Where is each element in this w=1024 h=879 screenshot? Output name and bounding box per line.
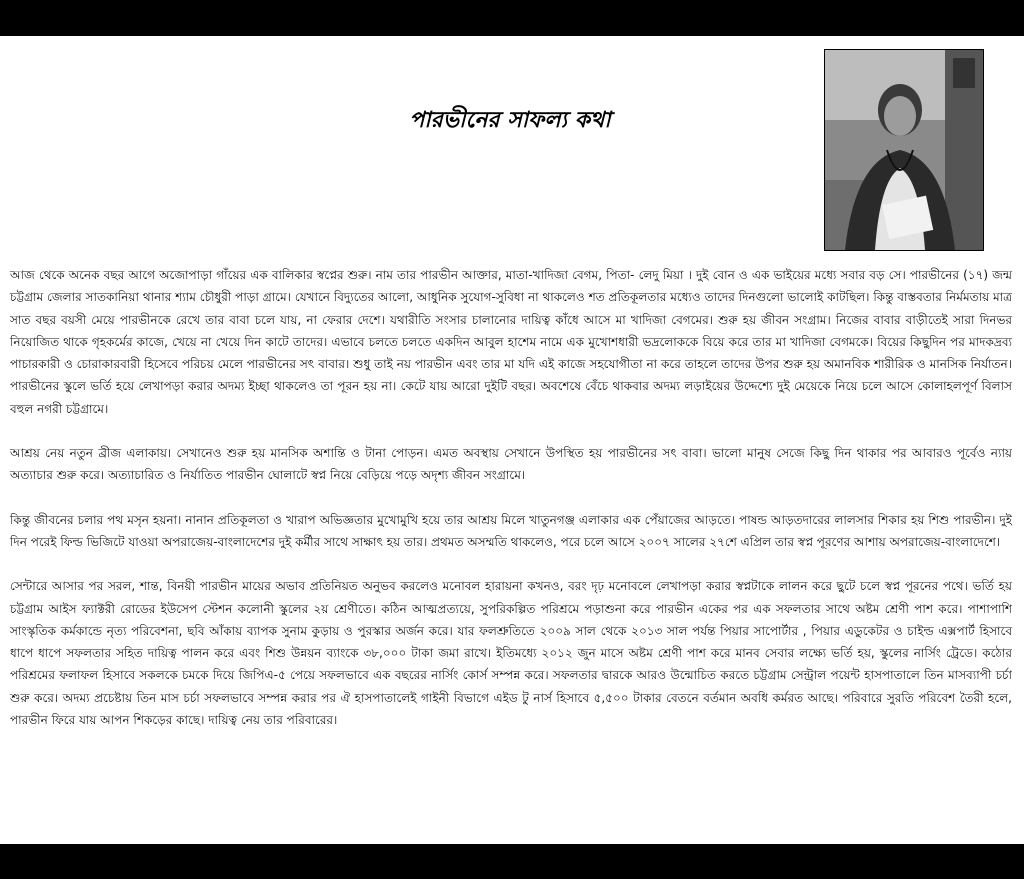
portrait-photo — [824, 49, 984, 251]
paragraph-1: আজ থেকে অনেক বছর আগে অজোপাড়া গাঁয়ের এক বালিকার স্বপ্নের শুরু। নাম তার পারভীন আক্তার, মাতা-খাদিজা বেগম, পিতা- লেদু মিয়া । দুই বোন ও এক ভাইয়ের মধ্যে সবার বড় সে। পারভীনের (১৭) জন্ম চট্টগ্রাম জেলার সাতকানিয়া থানার শ্যাম চৌধুরী পাড়া গ্রামে। যেখানে বিদ্যুতের আলো, আধুনিক সুযোগ-সুবিধা না থাকলেও শত প্রতিকূলতার মধ্যেও তাদের দিনগুলো ভালোই কাটছিল। কিন্তু বাস্তবতার নির্মমতায় মাত্র সাত বছর বয়সী মেয়ে পারভীনকে রেখে তার বাবা চলে যায়, না ফেরার দেশে। যথারীতি সংসার চালানোর দায়িত্ব কাঁধে আসে মা খাদিজা বেগমের। শুরু হয় জীবন সংগ্রাম। নিজের বাবার বাড়ীতেই সারা দিনভর নিয়োজিত থাকে গৃহকর্মের কাজে, খেয়ে না খেয়ে দিন কাটে তাদের। এভাবে চলতে চলতে একদিন আবুল হাশেম নামে এক মুখোশধারী ভদ্রলোককে বিয়ে করে তার মা খাদিজা বেগমকে। বিয়ের কিছুদিন পর মাদকদ্রব্য পাচারকারী ও চোরাকারবারী হিসেবে পরিচয় মেলে পারভীনের সৎ বাবার। শুধু তাই নয় পারভীন এবং তার মা যদি এই কাজে সহযোগীতা না করে তাহলে তাদের উপর শুরু হয় অমানবিক শারীরিক ও মানসিক নির্যাতন। পারভীনের স্কুলে ভর্তি হয়ে লেখাপড়া করার অদম্য ইচ্ছা থাকলেও তা পূরন হয় না। কেটে যায় আরো দুইটি বছর। অবশেষে বেঁচে থাকবার অদম্য লড়াইয়ের উদ্দেশ্যে দুই মেয়েকে নিয়ে চলে আসে কোলাহলপূর্ণ বিলাস বহুল নগরী চট্টগ্রামে। — [10, 268, 1012, 416]
paragraph-3: কিন্তু জীবনের চলার পথ মসৃন হয়না। নানান প্রতিকূলতা ও খারাপ অভিজ্ঞতার মুখোমুখি হয়ে তার আশ্রয় মিলে খাতুনগঞ্জ এলাকার এক পেঁয়াজের আড়তে। পাষন্ড আড়তদারের লালসার শিকার হয় শিশু পারভীন। দুই দিন পরেই ফিল্ড ভিজিটে যাওয়া অপরাজেয়-বাংলাদেশের দুই কর্মীর সাথে সাক্ষাৎ হয় তার। প্রথমত অসম্মতি থাকলেও, পরে চলে আসে ২০০৭ সালের ২৭শে এপ্রিল তার স্বপ্ন পূরণের আশায় অপরাজেয়-বাংলাদেশে। — [10, 512, 1012, 549]
portrait-photo-icon — [825, 50, 983, 250]
article-body — [10, 264, 1012, 731]
bottom-black-bar — [0, 844, 1024, 879]
paragraph-4: সেন্টারে আসার পর সরল, শান্ত, বিনয়ী পারভীন মায়ের অভাব প্রতিনিয়ত অনুভব করলেও মনোবল হারায়না কখনও, বরং দৃঢ় মনোবলে লেখাপড়া করার স্বপ্নটাকে লালন করে ছুটে চলে স্বপ্ন পূরনের পথে। ভর্তি হয় চট্টগ্রাম আইস ফ্যাক্টরী রোডের ইউসেপ স্টেশন কলোনী স্কুলের ২য় শ্রেণীতে। কঠিন আত্মপ্রত্যয়ে, সুপরিকল্পিত পরিশ্রমে পড়াশুনা করে পারভীন একের পর এক সফলতার সাথে অষ্টম শ্রেণী পাশ করে। পাশাপাশি সাংস্কৃতিক কর্মকান্ডে নৃত্য পরিবেশনা, ছবি আঁকায় ব্যাপক সুনাম কুড়ায় ও পুরস্কার অর্জন করে। যার ফলশ্রুতিতে ২০০৯ সাল থেকে ২০১৩ সাল পর্যন্ত পিয়ার সাপোর্টার , পিয়ার এডুকেটর ও চাইল্ড এক্সপার্ট হিসাবে ধাপে ধাপে সফলতার সহিত দায়িত্ব পালন করে এবং শিশু উন্নয়ন ব্যাংকে ৩৮,০০০ টাকা জমা রাখে। ইতিমধ্যে ২০১২ জুন মাসে অষ্টম শ্রেণী পাশ করে মানব সেবার লক্ষ্যে ভর্তি হয়, স্কুলের নার্সিং ট্রেডে। কঠোর পরিশ্রমের ফলাফল হিসাবে সকলকে চমকে দিয়ে জিপিএ-৫ পেয়ে সফলভাবে এক বছরের নার্সিং কোর্স সম্পন্ন করে। সফলতার দ্বারকে আরও উন্মোচিত করতে চট্টগ্রাম সেন্ট্রাল পয়েন্ট হাসপাতালে তিন মাসব্যাপী চর্চা শুরু করে। অদম্য প্রচেষ্টায় তিন মাস চর্চা সফলভাবে সম্পন্ন করার পর ঐ হাসপাতালেই গাইনী বিভাগে এইড টু নার্স হিসাবে ৫,৫০০ টাকার বেতনে বর্তমান অবধি কর্মরত আছে। পরিবারে সুরতি পরিবেশ তৈরী হলে, পারভীন ফিরে যায় আপন শিকড়ের কাছে। দায়িত্ব নেয় তার পরিবারের। — [10, 579, 1012, 728]
top-black-bar — [0, 0, 1024, 36]
paragraph-2: আশ্রয় নেয় নতুন ব্রীজ এলাকায়। সেখানেও শুরু হয় মানসিক অশান্তি ও টানা পোড়ন। এমত অবস্থায় সেখানে উপস্থিত হয় পারভীনের সৎ বাবা। ভালো মানুষ সেজে কিছু দিন থাকার পর আবারও পূর্বেও ন্যায় অত্যাচার শুরু করে। অত্যাচারিত ও নির্যাতিত পারভীন ঘোলাটে স্বপ্ন নিয়ে বেড়িয়ে পড়ে অদৃশ্য জীবন সংগ্রামে। — [10, 446, 1012, 483]
document-title: পারভীনের সাফল্য কথা — [409, 106, 611, 133]
